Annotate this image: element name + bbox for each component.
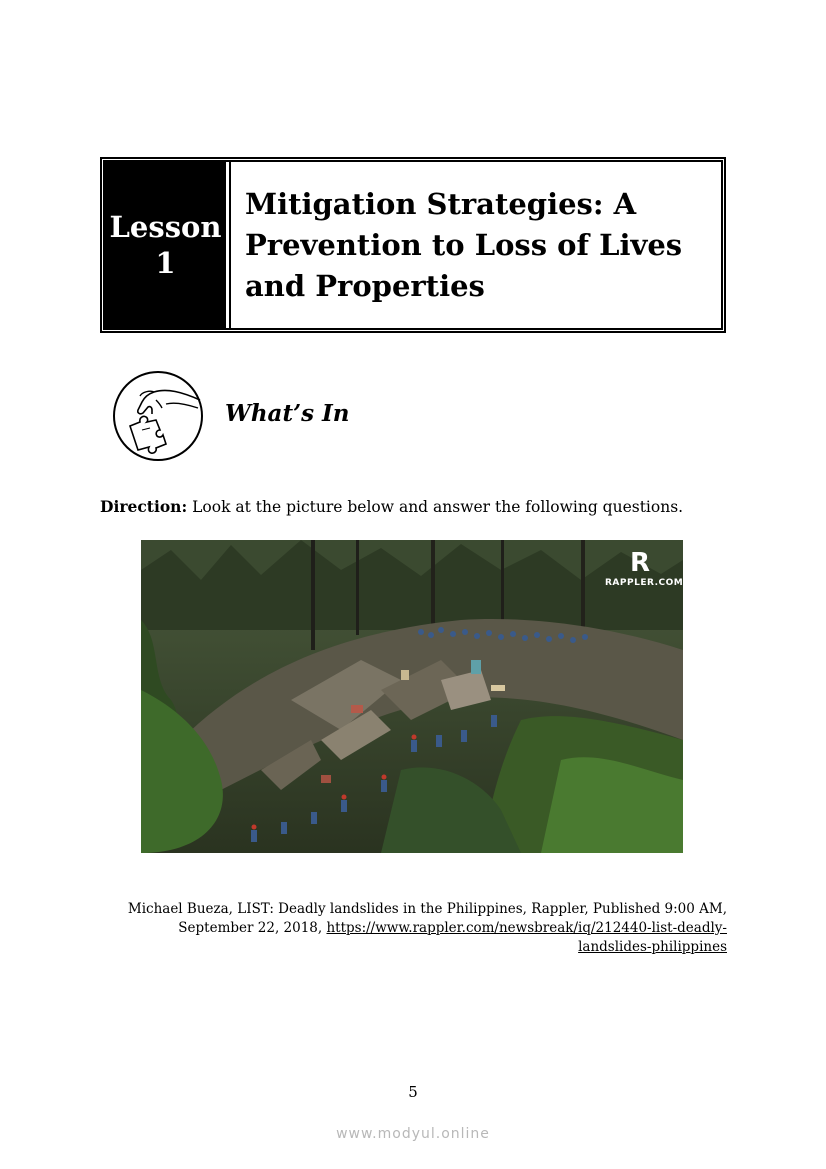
footer-site-watermark: www.modyul.online [336, 1126, 490, 1142]
section-heading: What’s In [225, 400, 350, 427]
page-number: 5 [408, 1083, 418, 1101]
photo-caption [120, 900, 727, 957]
caption-line-1: Michael Bueza, LIST: Deadly landslides in the Philippines, Rappler, Published 9:00 AM, [127, 901, 727, 917]
direction-label: Direction: [100, 497, 188, 516]
puzzle-hand-icon [112, 370, 204, 462]
lesson-title [245, 184, 682, 307]
caption-line-2-prefix: September 22, 2018, [178, 920, 327, 936]
landslide-photo [141, 540, 683, 853]
source-link[interactable] [326, 920, 727, 955]
lesson-title-line-3: and Properties [245, 268, 485, 303]
rappler-logo-icon: R [629, 548, 651, 578]
lesson-title-line-1: Mitigation Strategies: A [245, 186, 637, 221]
rappler-watermark-text: RAPPLER.COM [605, 578, 683, 588]
direction-paragraph [100, 497, 683, 516]
lesson-label: Lesson [109, 210, 222, 244]
direction-text: Look at the picture below and answer the following questions. [187, 498, 684, 516]
rappler-watermark [605, 548, 683, 588]
lesson-number-block [105, 162, 229, 328]
lesson-title-block [229, 162, 721, 328]
landslide-photo-illustration [141, 540, 683, 853]
lesson-header [100, 157, 726, 333]
source-link-part-2: landslides-philippines [578, 939, 727, 955]
lesson-title-line-2: Prevention to Loss of Lives [245, 227, 683, 262]
source-link-part-1: https://www.rappler.com/newsbreak/iq/212440-list-deadly- [326, 920, 727, 936]
lesson-number: 1 [155, 246, 176, 280]
